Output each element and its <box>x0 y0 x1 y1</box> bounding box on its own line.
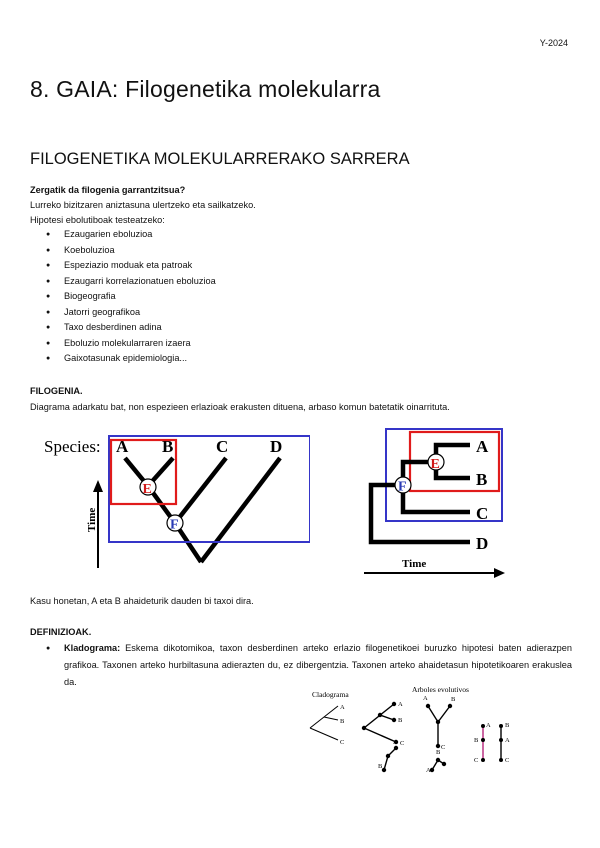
definizioak-heading: DEFINIZIOAK. <box>30 627 92 637</box>
document-code: Y-2024 <box>539 38 568 48</box>
filogenia-text: Diagrama adarkatu bat, non espezieen erlazioak erakusten dituena, arbaso komun batetatik oinarrituta. <box>30 402 450 412</box>
taxon-label-b: B <box>476 470 488 489</box>
filogenia-heading: FILOGENIA. <box>30 386 83 396</box>
branch-c <box>175 458 226 523</box>
species-label: Species: <box>44 437 101 456</box>
cladograma-label: Cladograma <box>312 690 349 699</box>
arboles-label: Arboles evolutivos <box>412 685 469 694</box>
figure-caption: Kasu honetan, A eta B ahaideturik dauden bi taxoi dira. <box>30 596 254 606</box>
term-kladograma: Kladograma <box>64 643 118 653</box>
cladogram-2-nodes <box>362 702 398 744</box>
hypotheses-list <box>46 227 216 367</box>
evolutionary-tree-1 <box>428 706 450 746</box>
list-item: ● Espeziazio moduak eta patroak <box>46 258 216 274</box>
tree-1-nodes <box>426 704 452 748</box>
definition-text: Eskema dikotomikoa, taxon desberdinen arteko erlazio filogenetikoei buruzko hipotesi baten adierazpen grafikoa. Taxonen arteko hurbiltasuna adierazten du, ez dibergentzia. Taxonen arteko ahaidetasun hipotetikoaren erakuslea da. <box>64 643 572 687</box>
term-colon: : <box>117 643 121 653</box>
time-axis-label: Time <box>86 507 98 532</box>
time-axis-label: Time <box>402 558 427 570</box>
taxon-label-a: A <box>116 437 129 456</box>
cladogram-2 <box>364 704 396 742</box>
vline1-label-b: B <box>474 737 479 744</box>
node-e-label: E <box>430 457 440 472</box>
clado2-label-b: B <box>398 717 403 724</box>
list-item: ● Taxo desberdinen adina <box>46 320 216 336</box>
phylogeny-figure-horizontal <box>360 427 506 579</box>
clado2-label-a: A <box>398 701 403 708</box>
tree1-label-a: A <box>423 695 428 702</box>
small-tree-1-label-a: A <box>393 739 398 746</box>
cladogram-examples-figure <box>300 684 532 776</box>
time-axis-arrowhead <box>494 568 505 578</box>
small-tree-1-nodes <box>382 746 398 772</box>
small-tree-1-label-b: B <box>378 763 383 770</box>
list-item: ● Biogeografia <box>46 289 216 305</box>
clado1-label-a: A <box>340 704 345 711</box>
list-item: ● Jatorri geografikoa <box>46 305 216 321</box>
taxon-label-a: A <box>476 437 489 456</box>
cladogram-1 <box>310 706 338 740</box>
node-e-label: E <box>142 482 152 497</box>
list-item: ● Gaixotasunak epidemiologia... <box>46 351 216 367</box>
why-question: Zergatik da filogenia garrantzitsua? <box>30 185 186 195</box>
section-title: FILOGENETIKA MOLEKULARRERAKO SARRERA <box>30 150 410 168</box>
list-item: ● Eboluzio molekularraren izaera <box>46 336 216 352</box>
taxon-label-d: D <box>476 534 489 553</box>
tree1-label-b: B <box>451 696 456 703</box>
vertical-line-nodes <box>481 724 503 762</box>
phylogeny-figure-vertical <box>42 428 310 570</box>
why-line-1: Lurreko bizitzaren aniztasuna ulertzeko eta sailkatzeko. <box>30 200 256 210</box>
small-tree-2-label-a: A <box>426 767 431 774</box>
small-tree-1 <box>384 748 396 770</box>
taxon-label-c: C <box>216 437 229 456</box>
list-item: ● Ezaugarien eboluzioa <box>46 227 216 243</box>
clado1-label-c: C <box>340 739 345 746</box>
vline2-label-a: A <box>505 737 510 744</box>
taxon-label-d: D <box>270 437 283 456</box>
list-item: ● Ezaugarri korrelazionatuen eboluzioa <box>46 274 216 290</box>
page-title: 8. GAIA: Filogenetika molekularra <box>30 76 381 102</box>
vline1-label-c: C <box>474 757 479 764</box>
vline2-label-b: B <box>505 722 510 729</box>
node-f-label: F <box>170 517 179 533</box>
clado2-label-c: C <box>400 740 405 747</box>
clado1-label-b: B <box>340 718 345 725</box>
node-f-label: F <box>398 479 407 495</box>
vline2-label-c: C <box>505 757 510 764</box>
taxon-label-b: B <box>162 437 174 456</box>
small-tree-2-label-b: B <box>436 749 441 756</box>
small-tree-2-nodes <box>430 758 446 772</box>
time-axis-arrowhead <box>93 480 103 492</box>
why-line-2: Hipotesi ebolutiboak testeatzeko: <box>30 215 165 225</box>
tree1-label-c: C <box>441 744 446 751</box>
taxon-label-c: C <box>476 504 489 523</box>
list-item: ● Koeboluzioa <box>46 243 216 259</box>
vline1-label-a: A <box>486 722 491 729</box>
bullet-icon: ● <box>46 645 51 652</box>
